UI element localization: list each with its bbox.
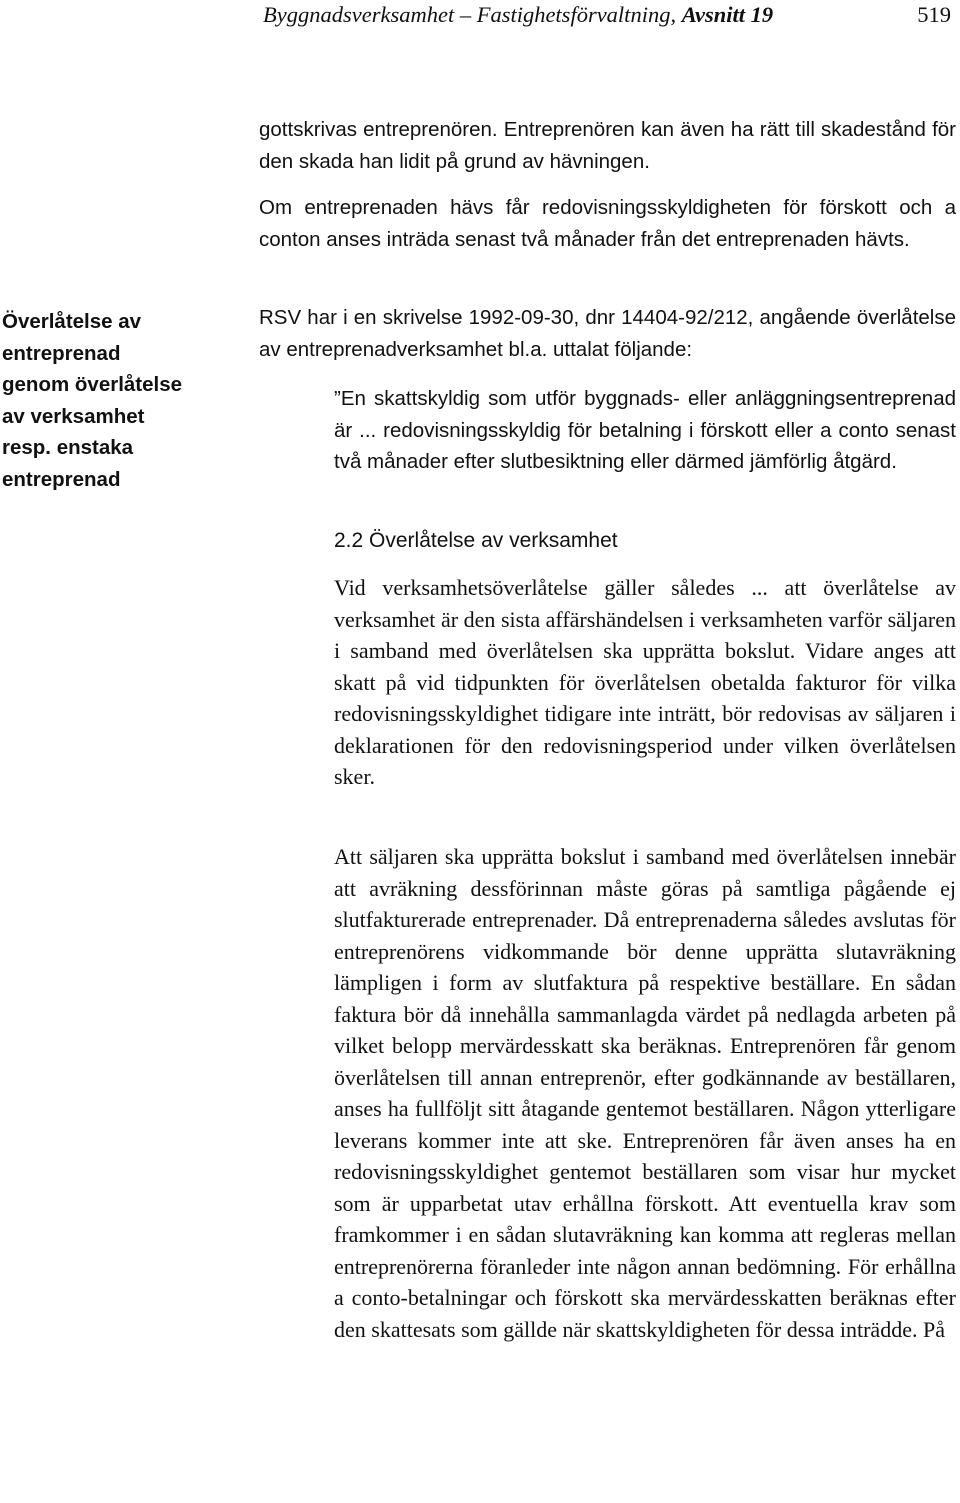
quote-paragraph-2: Vid verksamhetsöverlåtelse gäller således ... att överlåtelse av verksamhet är den sista affärshändelsen i verksamheten varför säljaren i samband med överlåtelsen ska upprätta bokslut. Vidare anges att skatt på vid tidpunkten för överlåtelsen obetalda fakturor för vilka redovisningsskyldighet tidigare inte inträtt, bör redovisas av säljaren i deklarationen för den redovisningsperiod under vilken överlåtelsen sker. [334,575,956,789]
running-header-section: Avsnitt 19 [681,2,774,27]
quote-paragraph-3: Att säljaren ska upprätta bokslut i samband med överlåtelsen innebär att avräkning dessförinnan måste göras på samtliga pågående ej slutfakturerade entreprenader. Då entreprenaderna således avslutas för entreprenörens vidkommande bör denne upprätta slutavräkning lämpligen i form av slutfaktura på respektive beställare. En sådan faktura bör då innehålla sammanlagda värdet på nedlagda arbeten på vilket belopp mervärdesskatt ska beräknas. Entreprenören får genom överlåtelsen till annan entreprenör, efter godkännande av beställaren, anses ha fullföljt sitt åtagande gentemot beställaren. Någon ytterligare leverans kommer inte att ske. Entreprenören får även anses ha en redovisningsskyldighet gentemot beställaren som visar hur mycket som är upparbetat utav erhållna förskott. Att eventuella krav som framkommer i en sådan slutavräkning kan komma att regleras mellan entreprenörerna föranleder inte någon annan bedömning. För erhållna a conto-betalningar och förskott ska mervärdesskatten beräknas efter den skattesats som gällde när skattskyldigheten för dessa inträdde. På [334,844,956,1342]
body-paragraph-1: gottskrivas entreprenören. Entreprenören kan även ha rätt till skadestånd för den skada han lidit på grund av hävningen. [259,118,956,173]
margin-heading [2,306,242,495]
running-header [0,0,960,40]
quote-paragraph-1: ”En skattskyldig som utför byggnads- eller anläggningsentreprenad är ... redovisningsskyldig för betalning i förskott eller a conto senast två månader efter slutbesiktning eller därmed jämförlig åtgärd. [334,387,956,473]
margin-heading-line: entreprenad [2,467,121,491]
margin-heading-line: resp. enstaka [2,436,134,459]
margin-heading-line: av verksamhet [2,404,145,428]
running-header-title-prefix: Byggnadsverksamhet – Fastighetsförvaltning, [263,2,682,27]
running-header-title [263,1,773,29]
quote-subheading: 2.2 Överlåtelse av verksamhet [334,529,618,552]
margin-heading-line: Överlåtelse av [2,310,142,333]
margin-heading-line: genom överlåtelse [2,373,183,396]
margin-heading-line: entreprenad [2,341,121,365]
body-paragraph-2: Om entreprenaden hävs får redovisningsskyldigheten för förskott och a conton anses inträda senast två månader från det entreprenaden hävts. [259,196,956,251]
body-paragraph-3: RSV har i en skrivelse 1992-09-30, dnr 14404-92/212, angående överlåtelse av entreprenadverksamhet bl.a. uttalat följande: [259,306,956,361]
page-number: 519 [917,2,951,27]
